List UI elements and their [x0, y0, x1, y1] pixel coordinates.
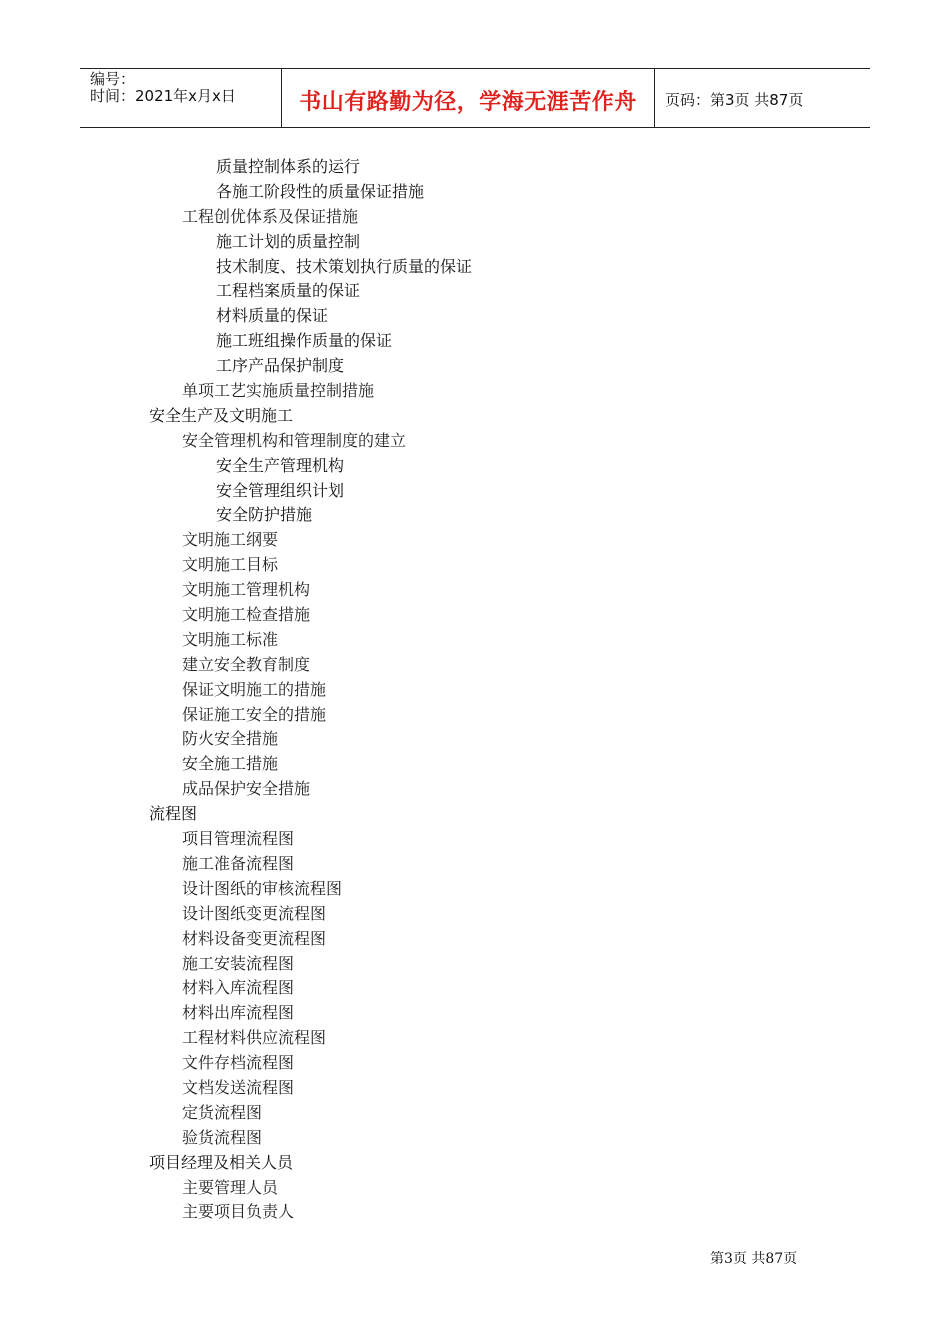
toc-item-level2: 保证施工安全的措施 [182, 704, 327, 724]
toc-item-level2: 成品保护安全措施 [182, 779, 311, 799]
toc-item-level1: 安全生产及文明施工 [149, 405, 294, 425]
footer-page-number: 第3页 共87页 [710, 1251, 798, 1267]
toc-item-level2: 文明施工检查措施 [182, 605, 311, 625]
page-header [80, 68, 870, 128]
toc-item-level2: 保证文明施工的措施 [182, 679, 327, 699]
toc-item-level2: 定货流程图 [182, 1102, 263, 1122]
toc-item-level2: 安全施工措施 [182, 754, 279, 774]
toc-item-level2: 施工准备流程图 [182, 853, 295, 873]
toc-item-level2: 材料设备变更流程图 [182, 928, 327, 948]
toc-item-level2: 验货流程图 [182, 1127, 263, 1147]
time-label: 时间：2021年x月x日 [90, 87, 236, 105]
toc-item-level2: 安全管理机构和管理制度的建立 [182, 430, 407, 450]
toc-item-level2: 文件存档流程图 [182, 1053, 295, 1073]
toc-item-level2: 施工安装流程图 [182, 953, 295, 973]
toc-item-level1: 流程图 [149, 804, 198, 824]
toc-item-level3: 质量控制体系的运行 [216, 157, 361, 176]
toc-item-level3: 技术制度、技术策划执行质量的保证 [216, 256, 473, 276]
toc-item-level3: 安全生产管理机构 [216, 455, 345, 475]
toc-item-level3: 材料质量的保证 [216, 306, 329, 326]
header-meta [90, 71, 236, 105]
toc-item-level2: 主要项目负责人 [182, 1202, 295, 1222]
toc-item-level2: 设计图纸的审核流程图 [182, 878, 343, 898]
toc-item-level2: 建立安全教育制度 [182, 654, 311, 674]
toc-item-level2: 设计图纸变更流程图 [182, 903, 327, 923]
toc-item-level3: 各施工阶段性的质量保证措施 [216, 181, 425, 201]
toc-item-level3: 施工计划的质量控制 [216, 231, 361, 251]
toc-item-level2: 工程创优体系及保证措施 [182, 206, 359, 226]
toc-item-level3: 安全管理组织计划 [216, 480, 345, 500]
number-label: 编号： [90, 70, 136, 88]
toc-item-level2: 文明施工目标 [182, 555, 279, 575]
header-divider [654, 69, 655, 128]
toc-item-level2: 材料出库流程图 [182, 1003, 295, 1023]
toc-item-level3: 施工班组操作质量的保证 [216, 331, 393, 351]
toc-item-level2: 主要管理人员 [182, 1177, 279, 1197]
toc-item-level2: 文档发送流程图 [182, 1077, 295, 1097]
toc-item-level2: 项目管理流程图 [182, 829, 295, 849]
toc-item-level2: 文明施工管理机构 [182, 580, 311, 600]
toc-item-level2: 文明施工标准 [182, 629, 279, 649]
header-motto: 书山有路勤为径，学海无涯苦作舟 [299, 90, 637, 115]
toc-item-level2: 单项工艺实施质量控制措施 [182, 381, 375, 401]
toc-item-level3: 安全防护措施 [216, 505, 313, 525]
toc-item-level2: 材料入库流程图 [182, 978, 295, 998]
header-page-number: 页码：第3页 共87页 [665, 91, 804, 109]
toc-item-level2: 防火安全措施 [182, 729, 279, 749]
toc-item-level2: 文明施工纲要 [182, 530, 279, 550]
toc-item-level1: 项目经理及相关人员 [149, 1152, 294, 1172]
table-of-contents [0, 155, 950, 1225]
toc-item-level3: 工序产品保护制度 [216, 356, 345, 376]
toc-item-level3: 工程档案质量的保证 [216, 281, 361, 301]
toc-item-level2: 工程材料供应流程图 [182, 1028, 327, 1048]
